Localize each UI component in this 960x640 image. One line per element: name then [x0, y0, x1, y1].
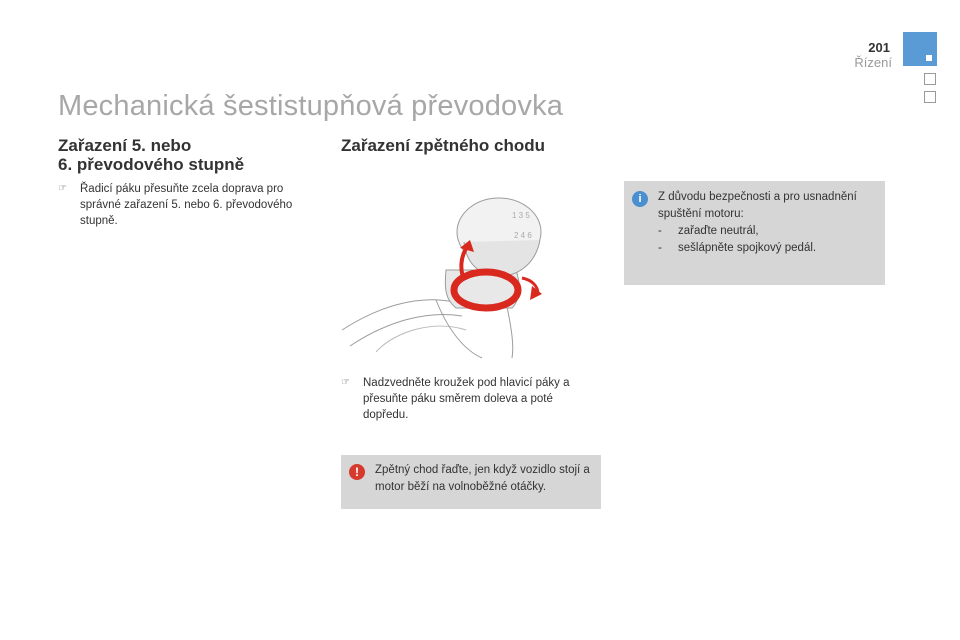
dash-marker: - — [658, 225, 662, 237]
pointing-hand-icon: ☞ — [58, 183, 67, 194]
chapter-tab-2[interactable] — [924, 73, 936, 85]
dash-marker: - — [658, 242, 662, 254]
left-heading — [58, 136, 244, 174]
info-text — [658, 189, 878, 257]
svg-text:1 3 5: 1 3 5 — [512, 211, 530, 220]
pointing-hand-icon: ☞ — [341, 377, 350, 388]
chapter-tab-marker — [926, 55, 932, 61]
gear-lever-illustration — [336, 190, 568, 360]
info-box — [624, 181, 885, 285]
middle-bullet-text: Nadzvedněte kroužek pod hlavicí páky a přesuňte páku směrem doleva a poté dopředu. — [363, 377, 570, 421]
svg-text:2 4 6: 2 4 6 — [514, 231, 532, 240]
info-item — [658, 240, 878, 257]
middle-heading — [341, 136, 545, 155]
middle-bullet — [341, 375, 581, 423]
info-icon: i — [632, 191, 648, 207]
left-bullet — [58, 181, 313, 229]
chapter-tab-3[interactable] — [924, 91, 936, 103]
left-heading-line2: 6. převodového stupně — [58, 155, 245, 174]
chapter-tab[interactable] — [903, 32, 937, 66]
page-number: 201 — [868, 40, 890, 55]
info-item — [658, 223, 878, 240]
info-item-text: zařaďte neutrál, — [678, 225, 759, 237]
left-bullet-text: Řadicí páku přesuňte zcela doprava pro správné zařazení 5. nebo 6. převodového stupně. — [80, 183, 293, 227]
exclamation-icon: ! — [349, 464, 365, 480]
left-heading-line1: Zařazení 5. nebo — [58, 136, 192, 155]
page-title: Mechanická šestistupňová převodovka — [58, 90, 564, 122]
middle-heading-text: Zařazení zpětného chodu — [341, 136, 546, 155]
section-name: Řízení — [854, 55, 892, 70]
warning-box — [341, 455, 601, 509]
info-item-text: sešlápněte spojkový pedál. — [678, 242, 817, 254]
warning-text: Zpětný chod řaďte, jen když vozidlo stojí a motor běží na volnoběžné otáčky. — [375, 464, 590, 493]
info-intro: Z důvodu bezpečnosti a pro usnadnění spuštění motoru: — [658, 191, 857, 220]
